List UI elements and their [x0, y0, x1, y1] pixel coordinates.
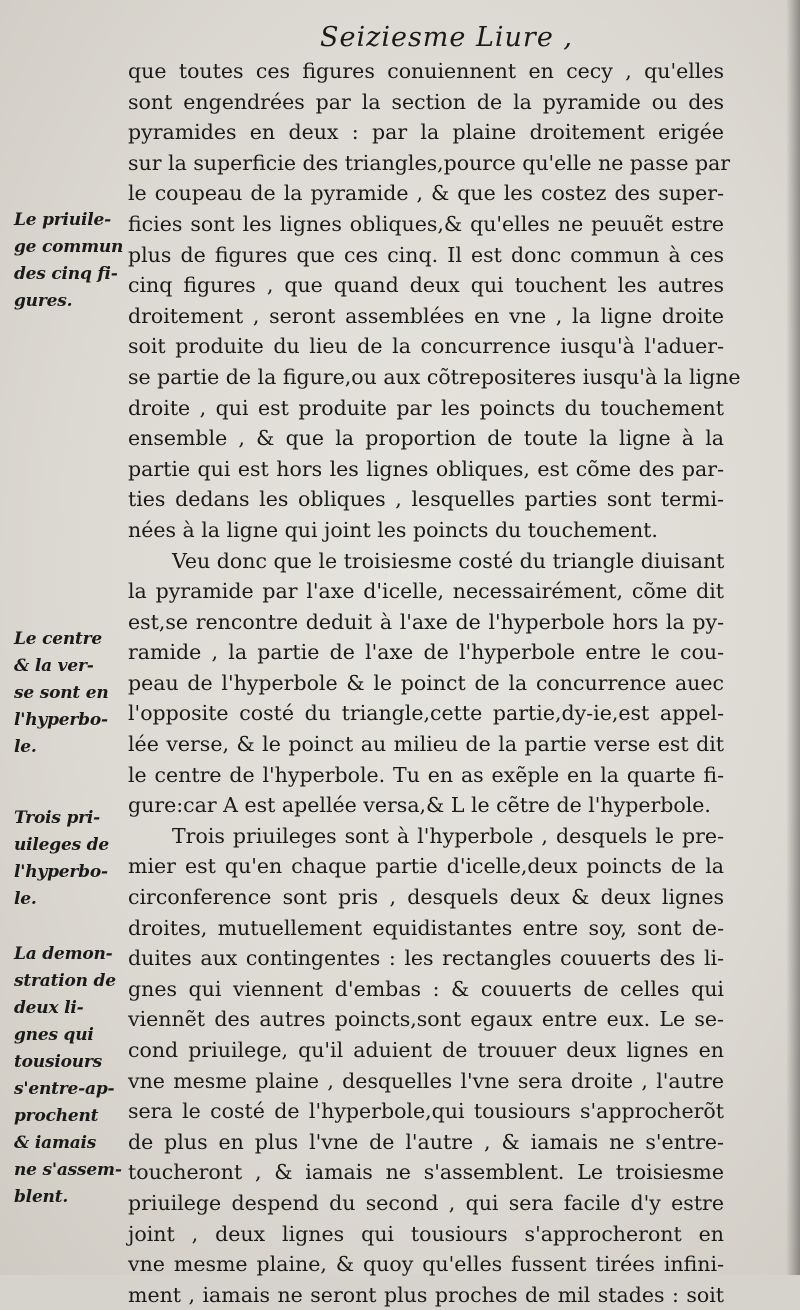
text-line: soit produite du lieu de la concurrence iusqu'à l'aduer-: [128, 334, 724, 359]
text-line: joint , deux lignes qui tousiours s'approcheront en: [128, 1221, 724, 1246]
text-line: que toutes ces figures conuiennent en cecy , qu'elles: [128, 59, 724, 83]
text-line: ment , iamais ne seront plus proches de mil stades : soit: [128, 1282, 724, 1307]
margin-note-line: deux li-: [14, 998, 84, 1018]
text-line: le coupeau de la pyramide , & que les costez des super-: [128, 181, 724, 206]
text-line: plus de figures que ces cinq. Il est donc commun à ces: [128, 242, 724, 267]
text-line: ensemble , & que la proportion de toute la ligne à la: [128, 426, 724, 451]
text-line: pyramides en deux : par la plaine droitement erigée: [128, 120, 724, 145]
text-line: toucheront , & iamais ne s'assemblent. Le troisiesme: [128, 1160, 724, 1185]
margin-note-line: & la ver-: [14, 656, 94, 676]
text-line: Trois priuileges sont à l'hyperbole , desquels le pre-: [172, 823, 724, 848]
margin-note-line: Le priuile-: [14, 210, 111, 230]
text-line: se partie de la figure,ou aux cõtrepositeres iusqu'à la ligne: [128, 364, 741, 389]
text-line: circonference sont pris , desquels deux & deux lignes: [128, 885, 724, 910]
margin-note-line: Trois pri-: [14, 808, 101, 828]
text-line: ties dedans les obliques , lesquelles parties sont termi-: [128, 487, 724, 512]
text-line: viennẽt des autres poincts,sont egaux entre eux. Le se-: [128, 1007, 724, 1032]
margin-note-line: stration de: [14, 971, 116, 991]
margin-note-three-privileges: [14, 804, 126, 912]
margin-note-line: ge commun: [14, 237, 124, 257]
margin-note-line: & iamais: [14, 1133, 97, 1153]
text-line: ficies sont les lignes obliques,& qu'elles ne peuuẽt estre: [128, 211, 724, 236]
text-line: le centre de l'hyperbole. Tu en as exẽple en la quarte fi-: [128, 762, 724, 787]
text-line: de plus en plus l'vne de l'autre , & iamais ne s'entre-: [128, 1129, 724, 1154]
running-head: Seiziesme Liure ,: [320, 22, 573, 53]
margin-note-privilege: [14, 206, 126, 314]
margin-note-line: s'entre-ap-: [14, 1079, 115, 1099]
text-line: gure:car A est apellée versa,& L le cẽtre de l'hyperbole.: [128, 793, 711, 818]
margin-note-line: gures.: [14, 291, 73, 311]
margin-note-line: ne s'assem-: [14, 1160, 122, 1180]
text-line: gnes qui viennent d'embas : & couuerts de celles qui: [128, 976, 724, 1001]
text-line: peau de l'hyperbole & le poinct de la concurrence auec: [128, 670, 724, 695]
margin-note-line: l'hyperbo-: [14, 710, 108, 730]
margin-note-line: le.: [14, 889, 37, 909]
text-line: droite , qui est produite par les poincts du touchement: [128, 395, 724, 420]
page-gutter-shadow: [786, 0, 800, 1275]
text-line: sur la superficie des triangles,pource qu'elle ne passe par: [128, 150, 731, 175]
text-line: lée verse, & le poinct au milieu de la partie verse est dit: [128, 732, 724, 757]
body-text: [128, 56, 741, 1310]
margin-note-line: se sont en: [14, 683, 109, 703]
text-line: partie qui est hors les lignes obliques, est cõme des par-: [128, 456, 724, 481]
text-line: vne mesme plaine , desquelles l'vne sera droite , l'autre: [128, 1068, 724, 1093]
margin-note-line: uileges de: [14, 835, 109, 855]
text-line: droitement , seront assemblées en vne , la ligne droite: [128, 303, 724, 328]
text-line: priuilege despend du second , qui sera facile d'y estre: [128, 1190, 724, 1215]
text-line: mier est qu'en chaque partie d'icelle,deux poincts de la: [128, 854, 724, 879]
margin-note-line: le.: [14, 737, 37, 757]
text-line: nées à la ligne qui joint les poincts du touchement.: [128, 517, 658, 542]
text-line: duites aux contingentes : les rectangles couuerts des li-: [128, 946, 724, 971]
text-line: la pyramide par l'axe d'icelle, necessairément, cõme dit: [128, 579, 724, 604]
margin-note-line: blent.: [14, 1187, 69, 1207]
margin-note-line: Le centre: [14, 629, 103, 649]
text-line: ramide , la partie de l'axe de l'hyperbole entre le cou-: [128, 640, 724, 665]
text-line: cinq figures , que quand deux qui touchent les autres: [128, 273, 724, 298]
margin-note-line: tousiours: [14, 1052, 103, 1072]
margin-note-line: des cinq fi-: [14, 264, 118, 284]
text-line: vne mesme plaine, & quoy qu'elles fussent tirées infini-: [128, 1252, 724, 1277]
margin-note-line: gnes qui: [14, 1025, 94, 1045]
text-line: l'opposite costé du triangle,cette partie,dy-ie,est appel-: [128, 701, 724, 726]
margin-note-line: prochent: [14, 1106, 99, 1126]
text-line: sera le costé de l'hyperbole,qui tousiours s'approcherõt: [128, 1099, 724, 1124]
text-line: est,se rencontre deduit à l'axe de l'hyperbole hors la py-: [128, 609, 724, 634]
text-line: droites, mutuellement equidistantes entre soy, sont de-: [128, 915, 724, 940]
margin-note-demonstration: [14, 940, 126, 1210]
text-line: cond priuilege, qu'il aduient de trouuer deux lignes en: [128, 1038, 724, 1062]
margin-note-line: l'hyperbo-: [14, 862, 108, 882]
margin-note-line: La demon-: [14, 944, 113, 964]
text-line: Veu donc que le troisiesme costé du triangle diuisant: [172, 548, 725, 573]
margin-note-centre: [14, 625, 126, 760]
text-line: sont engendrées par la section de la pyramide ou des: [128, 89, 724, 114]
